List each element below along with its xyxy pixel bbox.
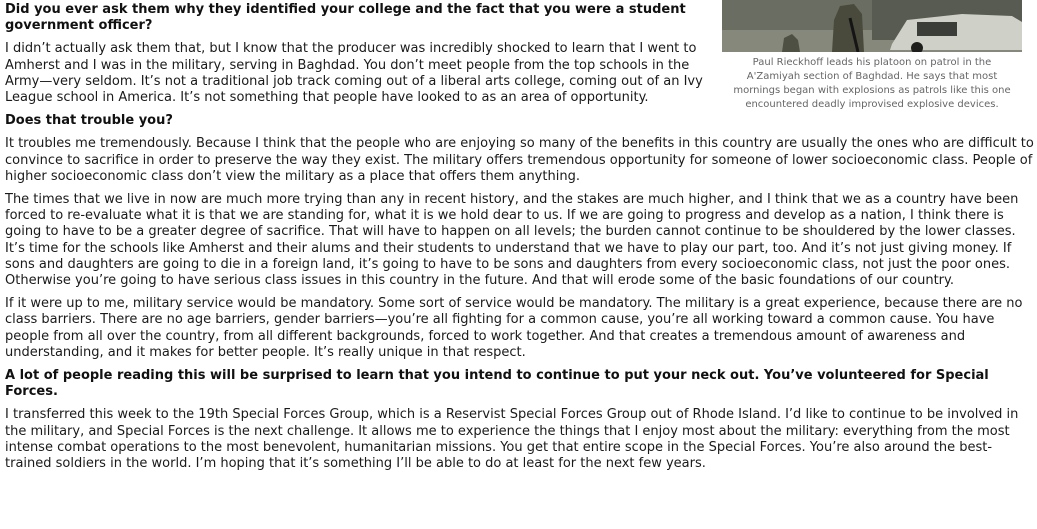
answer-trouble-paragraph-3: If it were up to me, military service would be mandatory. Some sort of service would be mandatory. The military is a great experience, because there are no class barriers. There are no age barriers, gender barriers—you’re all fighting for a common cause, you’re all working toward a common cause. You have people from all over the country, from all different backgrounds, forced to work together. And that creates a tremendous amount of awareness and understanding, and it makes for better people. It’s really unique in that respect. — [5, 296, 1023, 360]
interview-article — [5, 0, 1035, 479]
answer-special-forces: I transferred this week to the 19th Special Forces Group, which is a Reservist Special Forces Group out of Rhode Island. I’d like to continue to be involved in the military, and Special Forces is the next challenge. It allows me to experience the things that I enjoy most about the military: everything from the most intense combat operations to the most benevolent, humanitarian missions. You get that entire scope in the Special Forces. You’re also around the best-trained soldiers in the world. I’m hoping that it’s something I’ll be able to do at least for the next few years. — [5, 407, 1019, 472]
photo-caption: Paul Rieckhoff leads his platoon on patrol in the A'Zamiyah section of Baghdad. He says that most mornings began with explosions as patrols like this one encountered deadly improvised explosive devices. — [733, 57, 1011, 110]
answer-trouble-paragraph-2: The times that we live in now are much more trying than any in recent history, and the stakes are much higher, and I think that we as a country have been forced to re-evaluate what it is that we are standing for, what it is we hold dear to us. If we are going to progress and develop as a nation, I think there is going to have to be a greater degree of sacrifice. That will have to happen on all levels; the burden cannot continue to be shouldered by the lower classes. It’s time for the schools like Amherst and their alums and their students to understand that we have to play our part, too. And it’s not just giving money. If sons and daughters are going to die in a foreign land, it’s going to have to be sons and daughters from every socioeconomic class, not just the poor ones. Otherwise you’re going to have serious class issues in this country in the future. And that will erode some of the basic foundations of our country. — [5, 192, 1019, 289]
answer-college-identification: I didn’t actually ask them that, but I know that the producer was incredibly shocked to learn that I went to Amherst and I was in the military, serving in Baghdad. You don’t meet people from the top schools in the Army—very seldom. It’s not a traditional job track coming out of a liberal arts college, coming out of an Ivy League school in America. It’s not something that people have looked to as an area of opportunity. — [5, 41, 703, 106]
answer-trouble-paragraph-1: It troubles me tremendously. Because I think that the people who are enjoying so many of the benefits in this country are usually the ones who are difficult to convince to sacrifice in order to preserve the way they exist. The military offers tremendous opportunity for someone of lower socioeconomic class. People of higher socioeconomic class don’t view the military as a place that offers them anything. — [5, 136, 1034, 184]
question-special-forces: A lot of people reading this will be surprised to learn that you intend to continue to put your neck out. You’ve volunteered for Special Forces. — [5, 368, 989, 400]
question-does-that-trouble-you: Does that trouble you? — [5, 113, 173, 129]
question-college-identification: Did you ever ask them why they identified your college and the fact that you were a student government officer? — [5, 2, 686, 34]
